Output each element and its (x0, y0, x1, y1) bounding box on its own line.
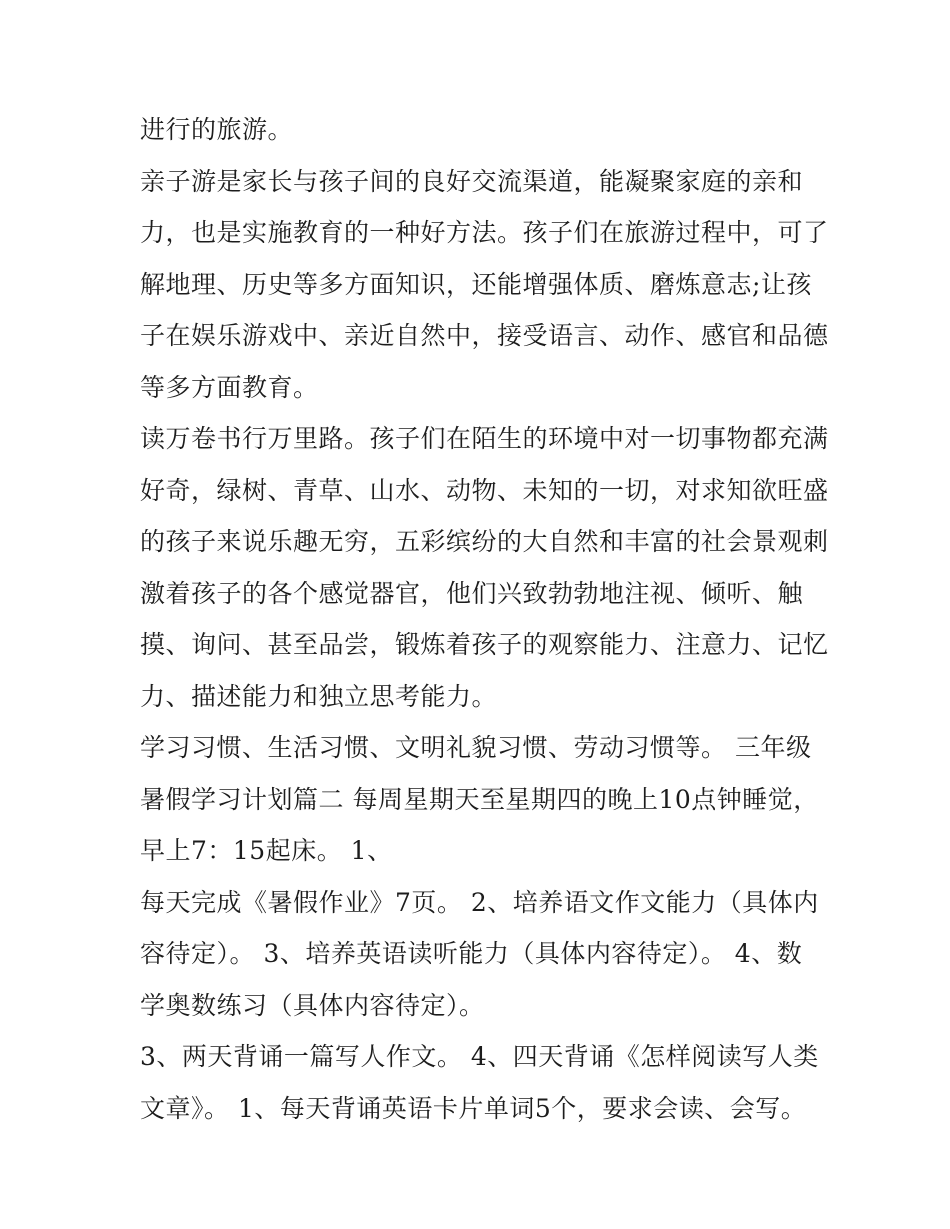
document-body (140, 104, 829, 1134)
text-line: 摸、询问、甚至品尝，锻炼着孩子的观察能力、注意力、记忆 (140, 630, 829, 659)
text-line: 子在娱乐游戏中、亲近自然中，接受语言、动作、感官和品德 (140, 321, 829, 350)
text-line: 的孩子来说乐趣无穷，五彩缤纷的大自然和丰富的社会景观刺 (140, 527, 829, 556)
text-line: 进行的旅游。 (140, 115, 294, 144)
paragraph-6 (140, 1031, 820, 1134)
text-line: 学奥数练习（具体内容待定）。 (140, 990, 485, 1020)
paragraph-3 (140, 413, 829, 722)
text-line: 暑假学习计划篇二 每周星期天至星期四的晚上10点钟睡觉， (140, 784, 819, 814)
text-line: 激着孩子的各个感觉器官，他们兴致勃勃地注视、倾听、触 (140, 578, 804, 608)
text-line: 3、两天背诵一篇写人作文。 4、四天背诵《怎样阅读写人类 (140, 1042, 819, 1071)
text-line: 早上7：15起床。 1、 (140, 836, 393, 865)
paragraph-4 (140, 722, 820, 877)
paragraph-2 (140, 156, 829, 414)
paragraph-5 (140, 877, 820, 1032)
text-line: 学习习惯、生活习惯、文明礼貌习惯、劳动习惯等。 三年级 (140, 733, 812, 762)
text-line: 力，也是实施教育的一种好方法。孩子们在旅游过程中，可了 (140, 218, 829, 247)
text-line: 解地理、历史等多方面知识，还能增强体质、磨炼意志;让孩 (140, 269, 812, 299)
text-line: 文章》。 1、每天背诵英语卡片单词5个，要求会读、会写。 (140, 1093, 807, 1123)
text-line: 读万卷书行万里路。孩子们在陌生的环境中对一切事物都充满 (140, 424, 829, 453)
text-line: 容待定）。 3、培养英语读听能力（具体内容待定）。 4、数 (140, 939, 803, 968)
text-line: 等多方面教育。 (140, 372, 319, 402)
text-line: 好奇，绿树、青草、山水、动物、未知的一切，对求知欲旺盛 (140, 475, 829, 505)
text-line: 每天完成《暑假作业》7页。 2、培养语文作文能力（具体内 (140, 887, 819, 917)
text-line: 亲子游是家长与孩子间的良好交流渠道，能凝聚家庭的亲和 (140, 166, 804, 196)
text-line: 力、描述能力和独立思考能力。 (140, 681, 498, 711)
paragraph-1 (140, 104, 820, 156)
